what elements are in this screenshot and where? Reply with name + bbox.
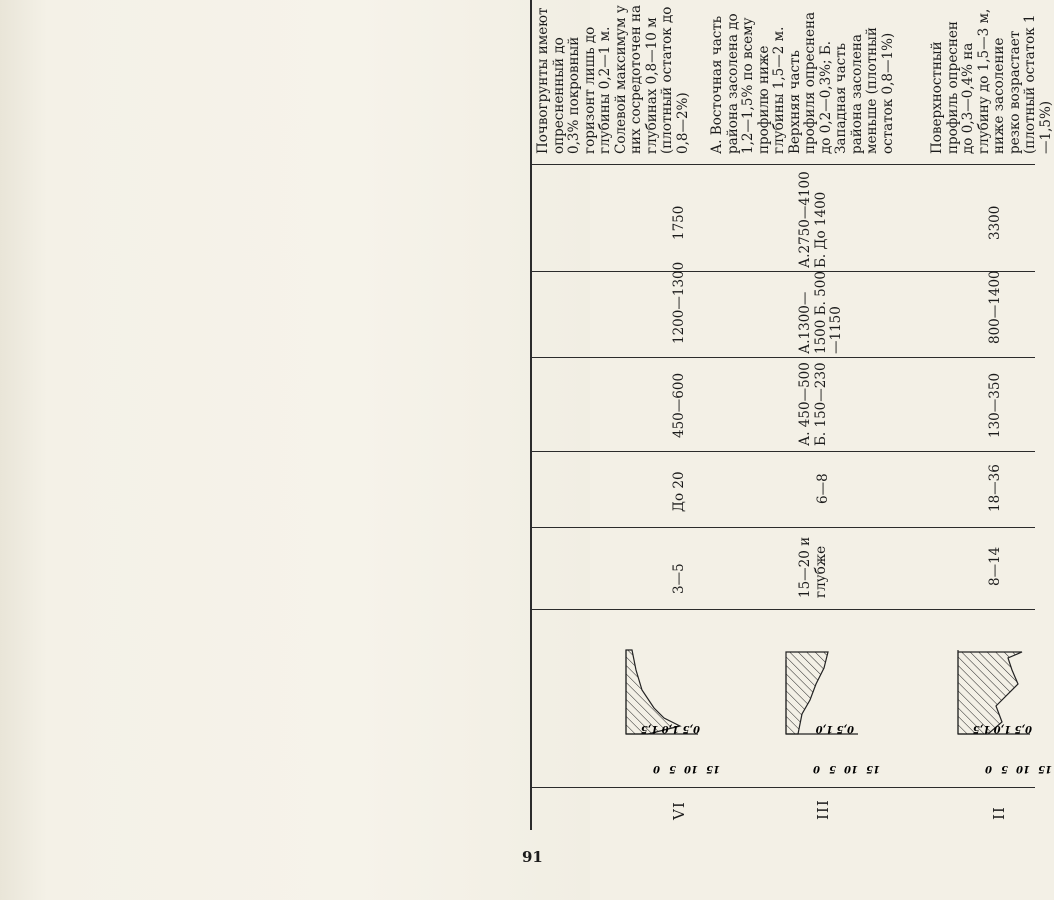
axis-label: 0: [985, 763, 992, 774]
column-divider: [530, 164, 1035, 165]
svg-text:15: 15: [1038, 763, 1052, 774]
cell-value: До 20: [671, 471, 687, 512]
cell-value: 450—600: [671, 372, 687, 438]
salinity-profile-chart: [780, 620, 880, 774]
svg-text:15: 15: [866, 763, 880, 774]
cell-value: 3300: [987, 205, 1003, 240]
row-label: VI: [670, 801, 688, 820]
svg-text:10: 10: [684, 763, 698, 774]
axis-label: 0,5 1,0 1,5: [972, 723, 1032, 734]
cell-value: 1750: [671, 205, 687, 240]
cell-value: 8—14: [987, 546, 1003, 586]
column-divider: [530, 357, 1035, 358]
column-divider: [530, 451, 1035, 452]
svg-text:15: 15: [706, 763, 720, 774]
salinity-profile-chart: [620, 620, 720, 774]
cell-value: 1200—1300: [671, 261, 687, 344]
svg-text:0: 0: [813, 763, 820, 774]
svg-text:0: 0: [653, 763, 660, 774]
cell-value: А.1300—1500 Б. 500—1150: [797, 271, 844, 354]
cell-value: А.2750—4100 Б. До 1400: [797, 171, 829, 268]
svg-text:10: 10: [1016, 763, 1030, 774]
axis-label: 0,5 1,0: [815, 723, 854, 734]
salinity-profile-chart: [952, 620, 1052, 774]
cell-value: 3—5: [671, 563, 687, 594]
svg-text:5: 5: [669, 763, 676, 774]
axis-label: 0,5 1,0 1,5: [640, 723, 700, 734]
cell-value: А. 450—500 Б. 150—230: [797, 362, 829, 446]
column-divider: [530, 527, 1035, 528]
rotated-table: [530, 0, 1054, 830]
cell-description: А. Восточная часть района засолена до 1,2—1,5% по всему профилю ниже глубины 1,5—2 м. Верхняя часть профиля опреснена до 0,2—0,3%; Б. Западная часть района засолена меньше (плотный остаток 0,8—1%): [709, 11, 896, 154]
cell-description: Поверхностный профиль опреснен до 0,3—0,4% на глубину до 1,5—3 м, ниже засоление резко возрастает (плотный остаток 1—1,5%): [929, 8, 1054, 154]
column-divider: [530, 609, 1035, 610]
column-divider: [530, 271, 1035, 272]
cell-description: Почвогрунты имеют опресненный до 0,3% покровный горизонт лишь до глубины 0,2—1 м. Солевой максимум у них сосредоточен на глубинах 0,8—10 м (плотный остаток до 0,8—2%): [535, 4, 691, 154]
svg-text:5: 5: [1001, 763, 1008, 774]
row-label: II: [990, 806, 1008, 820]
cell-value: 18—36: [987, 464, 1003, 512]
page-number: 91: [522, 848, 543, 866]
cell-value: 130—350: [987, 372, 1003, 438]
table-top-rule: [530, 0, 532, 830]
cell-value: 800—1400: [987, 270, 1003, 344]
svg-text:5: 5: [829, 763, 836, 774]
cell-value: 15—20 и глубже: [797, 536, 829, 598]
cell-value: 6—8: [815, 473, 831, 504]
row-label: III: [814, 799, 832, 820]
svg-text:10: 10: [844, 763, 858, 774]
column-divider: [530, 787, 1035, 788]
